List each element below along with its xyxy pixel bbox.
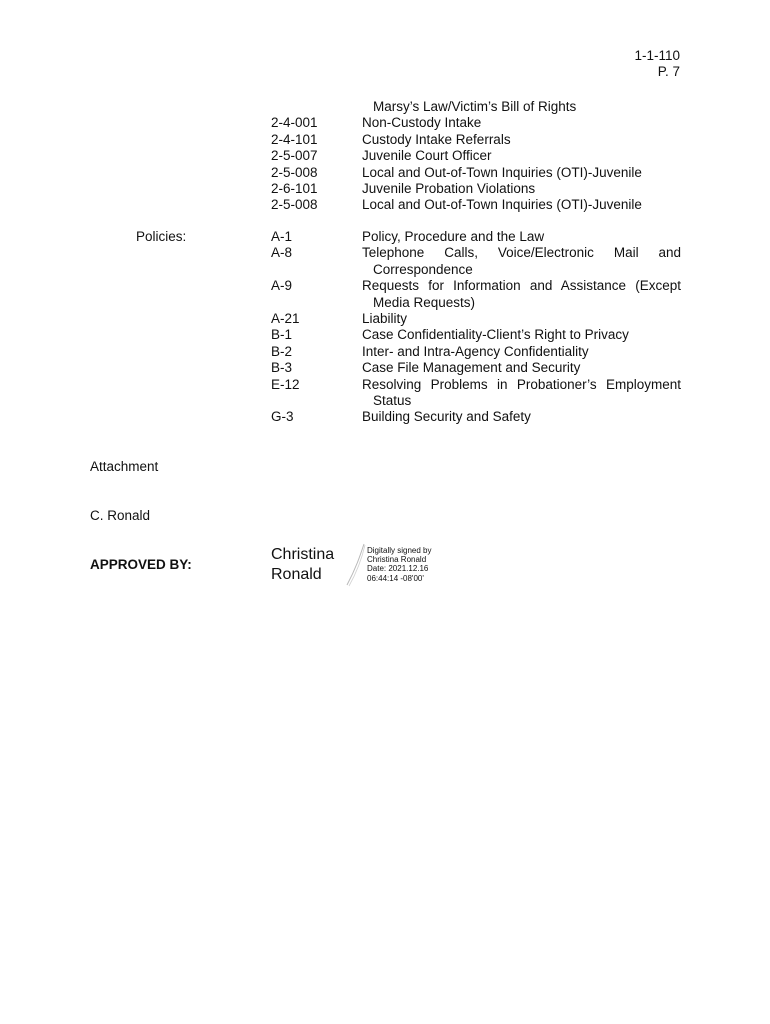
author-initials: C. Ronald [90, 508, 151, 523]
procedure-code: 2-5-007 [271, 148, 318, 164]
procedure-code: 2-6-101 [271, 181, 318, 197]
policy-item [271, 229, 681, 245]
policy-title: Case Confidentiality-Client’s Right to Privacy [362, 327, 629, 343]
policy-title: Case File Management and Security [362, 360, 581, 376]
signature-stroke-icon [344, 542, 366, 588]
policy-code: A-9 [271, 278, 293, 294]
page-reference [634, 48, 680, 80]
procedure-code: 2-5-008 [271, 197, 318, 213]
policy-title: Requests for Information and Assistance (Except Media Requests) [362, 278, 681, 310]
policy-code: A-8 [271, 245, 293, 261]
signer-name [271, 545, 341, 585]
policy-item [271, 409, 681, 425]
procedures-list [271, 99, 681, 214]
approved-by-label: APPROVED BY: [90, 557, 192, 572]
procedure-code: 2-5-008 [271, 164, 318, 180]
procedure-code: 2-4-001 [271, 115, 318, 131]
procedure-title: Custody Intake Referrals [362, 131, 511, 147]
document-number: 1-1-110 [634, 48, 680, 63]
procedure-title: Local and Out-of-Town Inquiries (OTI)-Juvenile [362, 197, 642, 213]
policy-item [271, 377, 681, 410]
attachment-label: Attachment [90, 459, 159, 474]
policy-code: B-2 [271, 343, 293, 359]
policies-label: Policies: [136, 229, 187, 244]
procedure-item [271, 148, 681, 164]
policy-title: Building Security and Safety [362, 409, 531, 425]
policy-item [271, 311, 681, 327]
policy-code: B-1 [271, 327, 293, 343]
procedure-title: Juvenile Court Officer [362, 148, 492, 164]
policy-item [271, 278, 681, 311]
policy-code: G-3 [271, 409, 294, 425]
policy-code: E-12 [271, 376, 300, 392]
procedure-item [271, 132, 681, 148]
policy-code: A-1 [271, 229, 293, 244]
policy-title: Liability [362, 311, 408, 327]
policy-code: A-21 [271, 311, 300, 327]
policies-list [271, 229, 681, 426]
procedure-item [271, 115, 681, 131]
policy-title: Policy, Procedure and the Law [362, 229, 545, 244]
policy-item [271, 327, 681, 343]
policy-code: B-3 [271, 360, 293, 376]
signer-first-name: Christina [271, 546, 335, 563]
digital-signature-block: Digitally signed by Christina Ronald Date: 2021.12.16 06:44:14 -08'00' [367, 546, 432, 583]
signer-last-name: Ronald [271, 566, 322, 583]
policy-item [271, 344, 681, 360]
policy-title: Telephone Calls, Voice/Electronic Mail and Correspondence [362, 245, 681, 277]
procedure-item [271, 165, 681, 181]
procedure-code: 2-4-101 [271, 131, 318, 147]
procedure-title: Local and Out-of-Town Inquiries (OTI)-Juvenile [362, 164, 642, 180]
policy-title: Resolving Problems in Probationer’s Employment Status [362, 376, 681, 409]
procedures-heading-row [271, 99, 681, 115]
procedure-title: Juvenile Probation Violations [362, 181, 536, 197]
page-number: P. 7 [657, 64, 680, 79]
procedures-heading: Marsy’s Law/Victim’s Bill of Rights [373, 99, 577, 114]
policy-item [271, 245, 681, 278]
policy-item [271, 360, 681, 376]
procedure-item [271, 197, 681, 213]
procedure-title: Non-Custody Intake [362, 115, 482, 131]
procedure-item [271, 181, 681, 197]
policy-title: Inter- and Intra-Agency Confidentiality [362, 343, 589, 359]
